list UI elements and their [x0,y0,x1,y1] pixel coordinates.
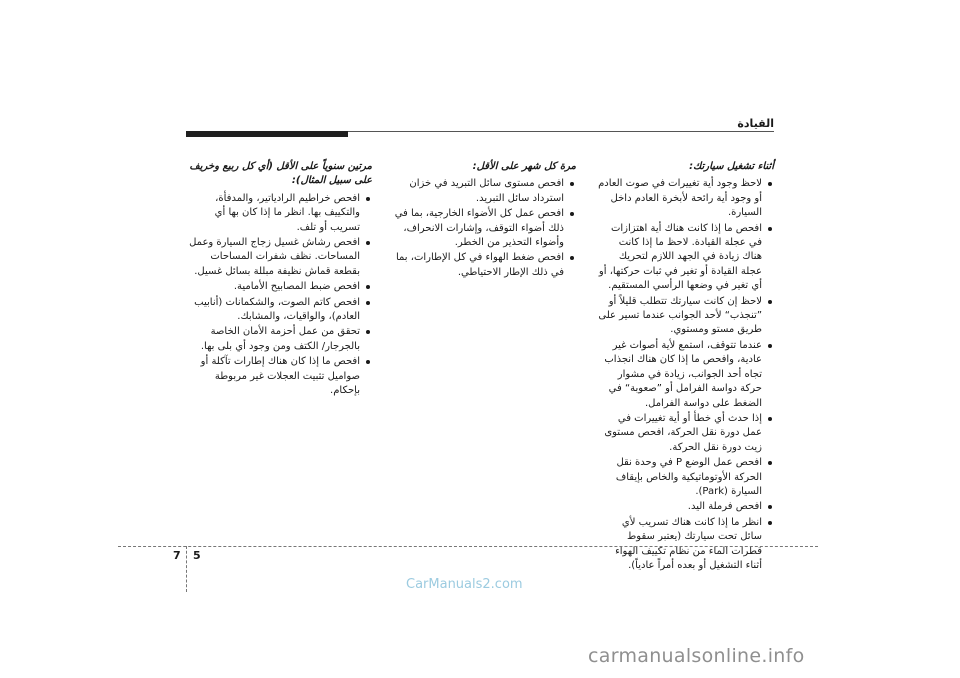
column-middle-heading: مرة كل شهر على الأقل: [472,161,576,172]
footer-rule [118,546,818,547]
list-item: افحص ما إذا كان هناك إطارات تآكلة أو صواميل تثبيت العجلات غير مربوطة بإحكام. [186,355,372,398]
list-item: عندما تتوقف، استمع لأية أصوات غير عادية، وافحص ما إذا كان هناك انجذاب تجاه أحد الجوانب، زيادة في مشوار حركة دواسة الفرامل أو ”صعوبة“ في الضغط على دواسة الفرامل. [598,339,774,411]
page-number: 5 [193,549,201,562]
list-item: افحص ضبط المصابيح الأمامية. [186,280,372,294]
list-item: افحص عمل كل الأضواء الخارجية، بما في ذلك أضواء التوقف، وإشارات الانحراف، وأضواء التحذير من الخطر. [392,207,576,250]
column-middle-list [392,177,576,280]
column-left [186,160,372,400]
list-item: افحص ضغط الهواء في كل الإطارات، بما في ذلك الإطار الاحتياطي. [392,251,576,280]
header-accent-bar [186,131,348,137]
list-item: انظر ما إذا كانت هناك تسريب لأي سائل تحت سيارتك (يعتبر سقوط قطرات الماء من نظام تكييف الهواء أثناء التشغيل أو بعده أمراً عادياً). [598,516,774,574]
column-right-heading: أثناء تشغيل سيارتك: [689,161,774,172]
column-left-list [186,192,372,399]
list-item: تحقق من عمل أحزمة الأمان الخاصة بالجرجار/ الكتف ومن وجود أي بلى بها. [186,325,372,354]
watermark-center: CarManuals2.com [406,577,523,592]
list-item: إذا حدث أي خطأ أو أية تغييرات في عمل دورة نقل الحركة، افحص مستوى زيت دورة نقل الحركة. [598,412,774,455]
column-left-heading: مرتين سنوياً على الأقل (أي كل ربيع وخريف على سبيل المثال): [189,161,372,187]
list-item: افحص فرملة اليد. [598,500,774,514]
list-item: افحص رشاش غسيل زجاج السيارة وعمل المساحات. نظف شفرات المساحات بقطعة قماش نظيفة مبللة بسائل غسيل. [186,236,372,279]
list-item: لاحظ إن كانت سيارتك تتطلب قليلاً أو ”تنجذب“ لأحد الجوانب عندما تسير على طريق مستو ومستوي. [598,295,774,338]
column-middle [392,160,576,281]
list-item: افحص خراطيم الرادياتير، والمدفأة، والتكييف بها. انظر ما إذا كان بها أي تسريب أو تلف. [186,192,372,235]
footer-divider-tick [186,546,187,592]
column-right-list [598,177,774,573]
chapter-number: 7 [173,549,181,562]
column-right [598,160,774,574]
list-item: افحص ما إذا كانت هناك أية اهتزازات في عجلة القيادة. لاحظ ما إذا كانت هناك زيادة في الجهد اللازم لتحريك عجلة القيادة أو تغير في ثبات حركتها، أو أي تغير في وضعها الرأسي المستقيم. [598,222,774,294]
list-item: افحص كاتم الصوت، والشكمانات (أنابيب العادم)، والواقيات، والمشابك. [186,296,372,325]
list-item: لاحظ وجود أية تغييرات في صوت العادم أو وجود أية رائحة لأبخرة العادم داخل السيارة. [598,177,774,220]
list-item: افحص عمل الوضع P في وحدة نقل الحركة الأوتوماتيكية والخاص بإيقاف السيارة (Park). [598,456,774,499]
page-header-title: القيادة [737,117,774,130]
list-item: افحص مستوى سائل التبريد في خزان استرداد سائل التبريد. [392,177,576,206]
watermark-bottom: carmanualsonline.info [588,645,805,667]
